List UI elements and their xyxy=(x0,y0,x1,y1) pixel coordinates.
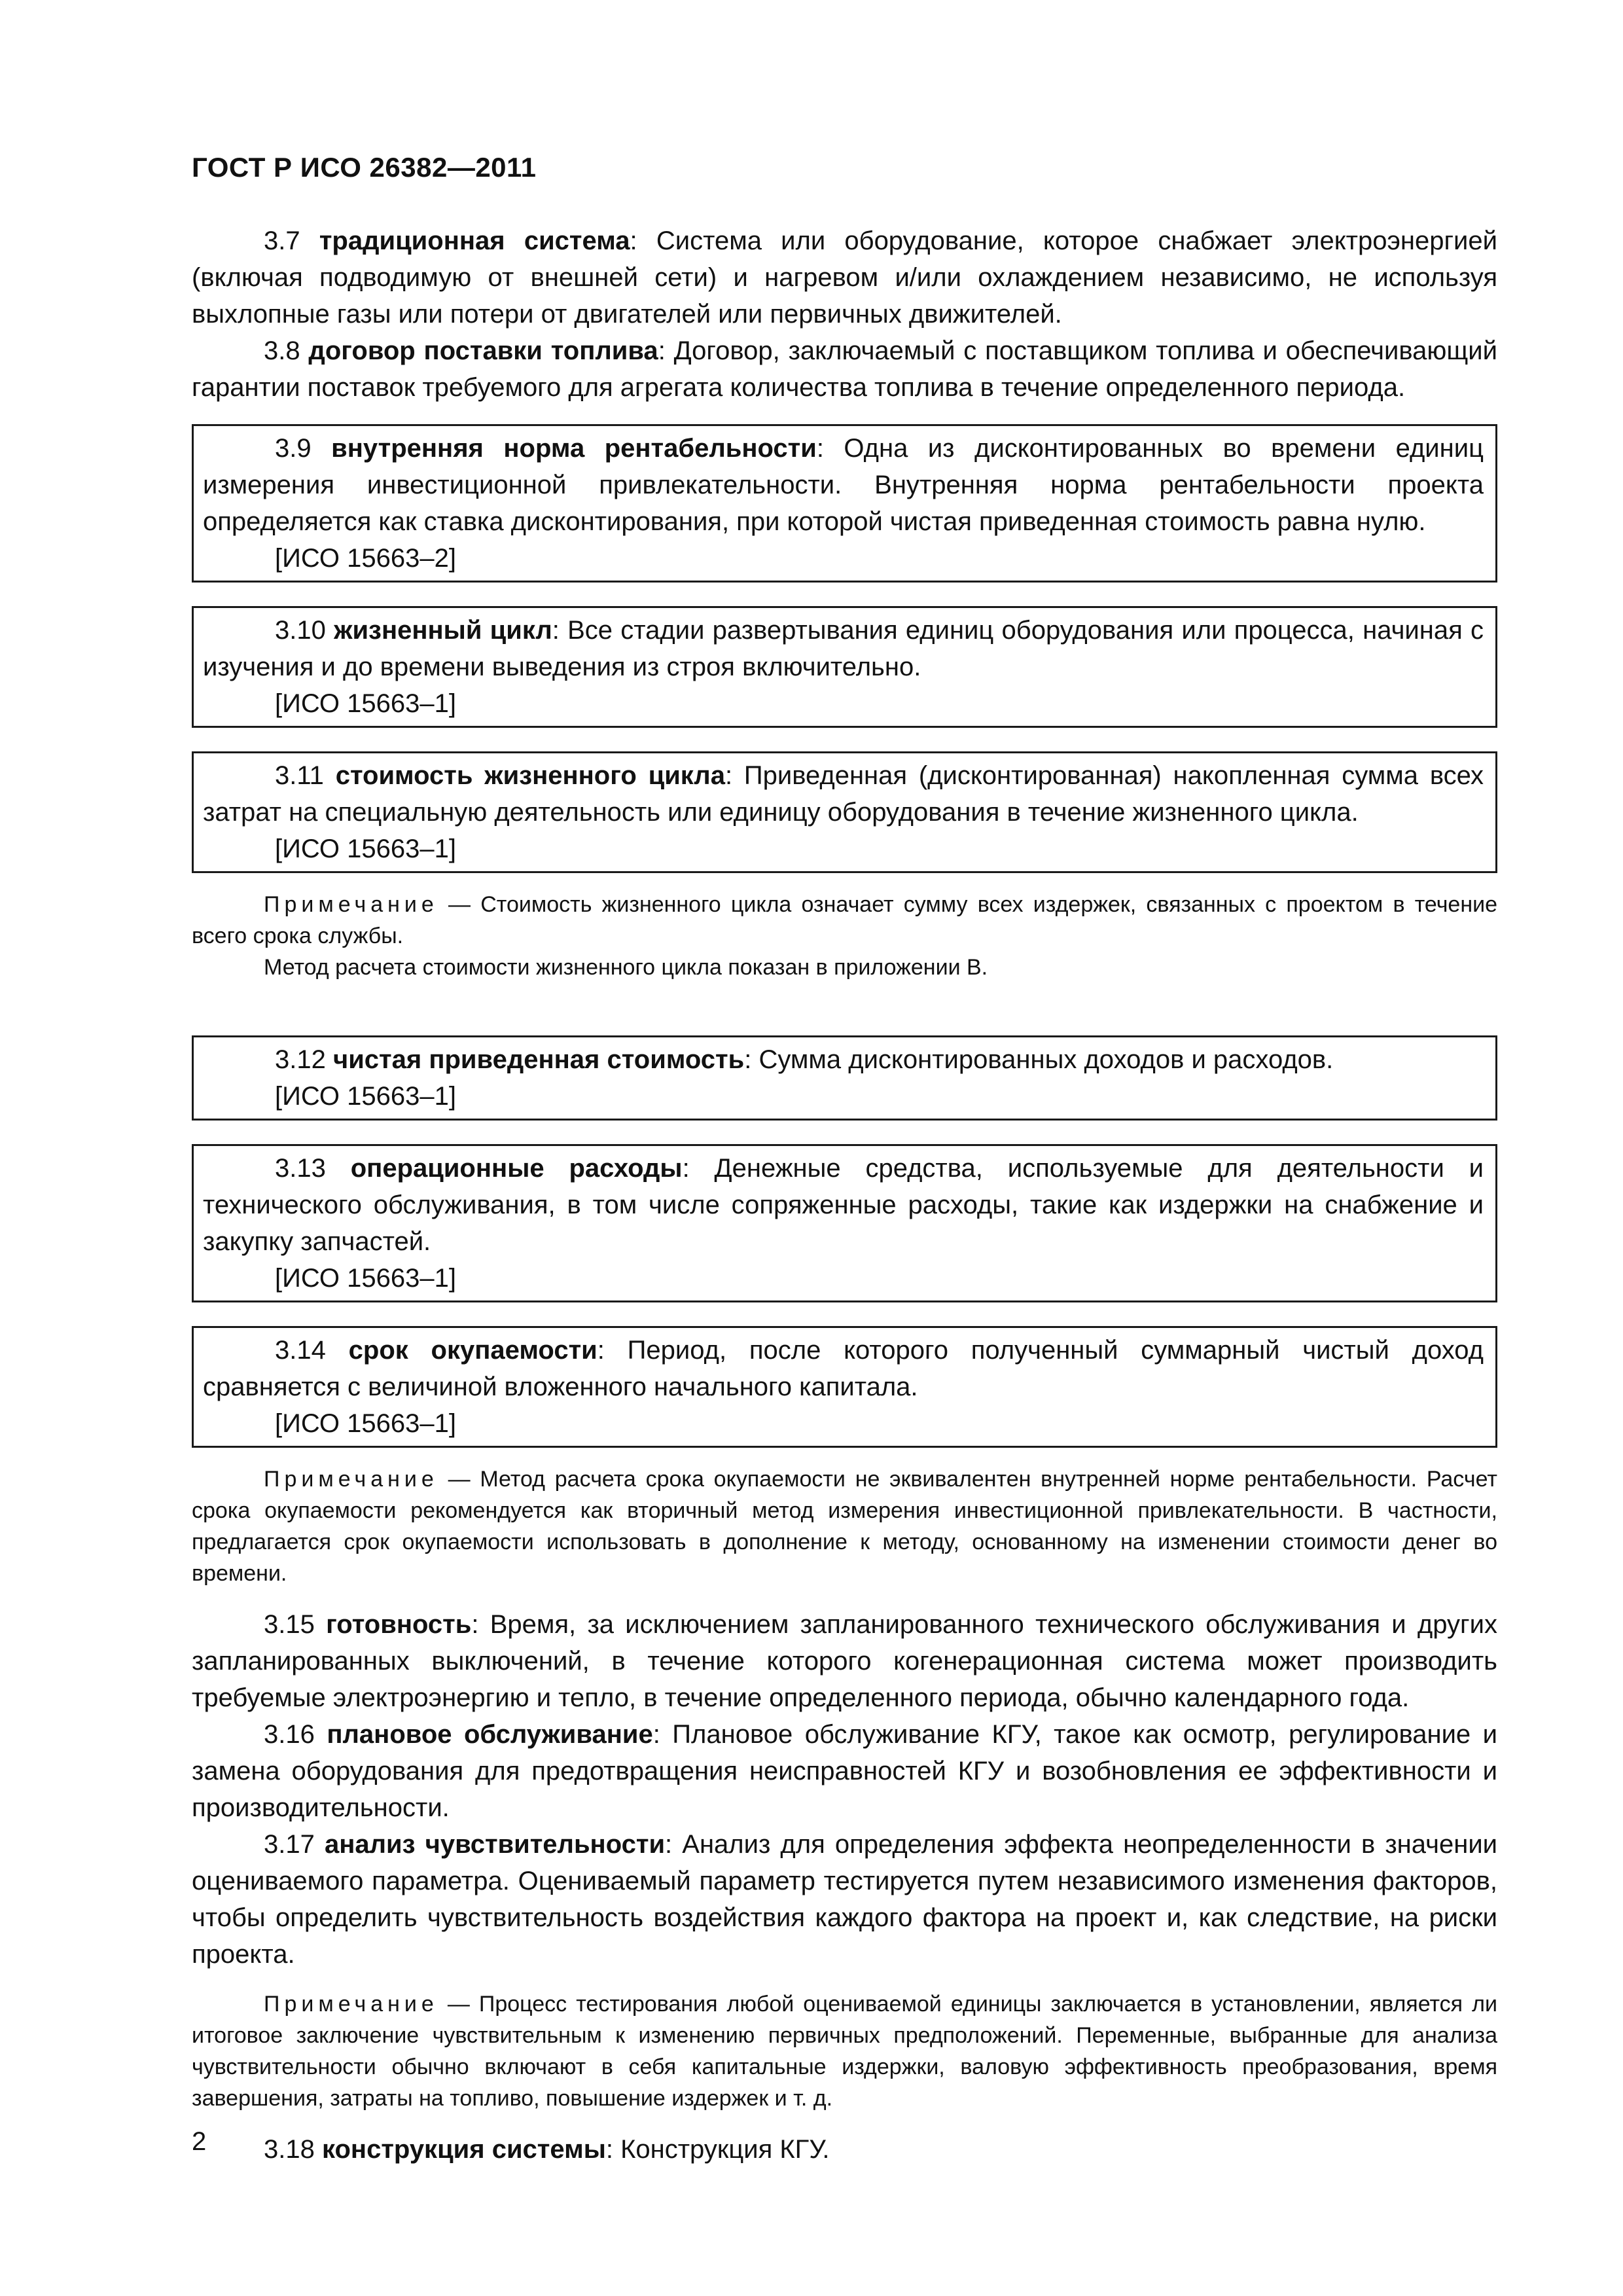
term-3-18: 3.18 конструкция системы: Конструкция КГУ. xyxy=(264,2135,830,2164)
reference: [ИСО 15663–1] xyxy=(275,1082,456,1111)
term-title: срок окупаемости xyxy=(348,1336,597,1365)
term-title: стоимость жизненного цикла xyxy=(335,761,725,790)
reference: [ИСО 15663–1] xyxy=(275,689,456,718)
note-label: Примечание xyxy=(264,1467,438,1492)
term-3-8: 3.8 договор поставки топлива: Договор, заключаемый с поставщиком топлива и обеспечивающий гарантии поставок требуемого для агрегата количества топлива в течение определенного периода. xyxy=(192,336,1497,402)
term-title: анализ чувствительности xyxy=(324,1830,666,1859)
term-box-3-14: 3.14 срок окупаемости: Период, после которого полученный суммарный чистый доход сравняется с величиной вложенного начального капитала. [ИСО 15663–1] xyxy=(192,1326,1497,1448)
term-title: готовность xyxy=(326,1610,472,1639)
term-title: чистая приведенная стоимость xyxy=(332,1045,745,1074)
document-body xyxy=(192,216,1497,2168)
term-title: плановое обслуживание xyxy=(327,1720,653,1749)
note-3-14: Примечание — Метод расчета срока окупаемости не эквивалентен внутренней норме рентабельности. Расчет срока окупаемости рекомендуется как вторичный метод измерения инвестиционной привлекательности. В частности, предлагается срок окупаемости использовать в дополнение к методу, основанному на изменении стоимости денег во времени. xyxy=(192,1467,1497,1586)
reference: [ИСО 15663–2] xyxy=(275,544,456,573)
term-3-17: 3.17 анализ чувствительности: Анализ для определения эффекта неопределенности в значении оцениваемого параметра. Оцениваемый параметр тестируется путем независимого изменения факторов, чтобы определить чувствительность воздействия каждого фактора на проект и, как следствие, на риски проекта. xyxy=(192,1830,1498,1969)
term-3-16: 3.16 плановое обслуживание: Плановое обслуживание КГУ, такое как осмотр, регулирование и замена оборудования для предотвращения неисправностей КГУ и возобновления ее эффективности и производительности. xyxy=(192,1720,1497,1822)
reference: [ИСО 15663–1] xyxy=(275,1409,456,1438)
term-title: традиционная система xyxy=(319,226,630,255)
term-3-7: 3.7 традиционная система: Система или оборудование, которое снабжает электроэнергией (включая подводимую от внешней сети) и нагревом и/или охлаждением независимо, не используя выхлопные газы или потери от двигателей или первичных движителей. xyxy=(192,226,1497,329)
term-box-3-9: 3.9 внутренняя норма рентабельности: Одна из дисконтированных во времени единиц измерения инвестиционной привлекательности. Внутренняя норма рентабельности проекта определяется как ставка дисконтирования, при которой чистая приведенная стоимость равна нулю. [ИСО 15663–2] xyxy=(192,424,1497,583)
term-title: внутренняя норма рентабельности xyxy=(331,434,817,463)
note-label: Примечание xyxy=(264,1992,438,2017)
term-box-3-12: 3.12 чистая приведенная стоимость: Сумма дисконтированных доходов и расходов. [ИСО 15663–1] xyxy=(192,1035,1497,1121)
term-title: конструкция системы xyxy=(321,2135,606,2164)
term-title: договор поставки топлива xyxy=(308,336,658,365)
term-box-3-13: 3.13 операционные расходы: Денежные средства, используемые для деятельности и технического обслуживания, в том числе сопряженные расходы, такие как издержки на снабжение и закупку запчастей. [ИСО 15663–1] xyxy=(192,1144,1497,1302)
term-box-3-10: 3.10 жизненный цикл: Все стадии развертывания единиц оборудования или процесса, начиная с изучения и до времени выведения из строя включительно. [ИСО 15663–1] xyxy=(192,606,1497,728)
document-header: ГОСТ Р ИСО 26382—2011 xyxy=(192,152,537,183)
note-3-17: Примечание — Процесс тестирования любой оцениваемой единицы заключается в установлении, является ли итоговое заключение чувствительным к изменению первичных предположений. Переменные, выбранные для анализа чувствительности обычно включают в себя капитальные издержки, валовую эффективность преобразования, время завершения, затраты на топливо, повышение издержек и т. д. xyxy=(192,1992,1497,2111)
term-3-15: 3.15 готовность: Время, за исключением запланированного технического обслуживания и других запланированных выключений, в течение которого когенерационная система может производить требуемые электроэнергию и тепло, в течение определенного периода, обычно календарного года. xyxy=(192,1610,1497,1712)
page-number: 2 xyxy=(192,2127,207,2156)
reference: [ИСО 15663–1] xyxy=(275,834,456,863)
term-title: операционные расходы xyxy=(350,1154,683,1183)
note-label: Примечание xyxy=(264,892,438,917)
note-3-11: Примечание — Стоимость жизненного цикла означает сумму всех издержек, связанных с проектом в течение всего срока службы. Метод расчета стоимости жизненного цикла показан в приложении В. xyxy=(192,892,1497,980)
term-title: жизненный цикл xyxy=(334,616,552,645)
term-box-3-11: 3.11 стоимость жизненного цикла: Приведенная (дисконтированная) накопленная сумма всех затрат на специальную деятельность или единицу оборудования в течение жизненного цикла. [ИСО 15663–1] xyxy=(192,751,1497,873)
reference: [ИСО 15663–1] xyxy=(275,1264,456,1293)
